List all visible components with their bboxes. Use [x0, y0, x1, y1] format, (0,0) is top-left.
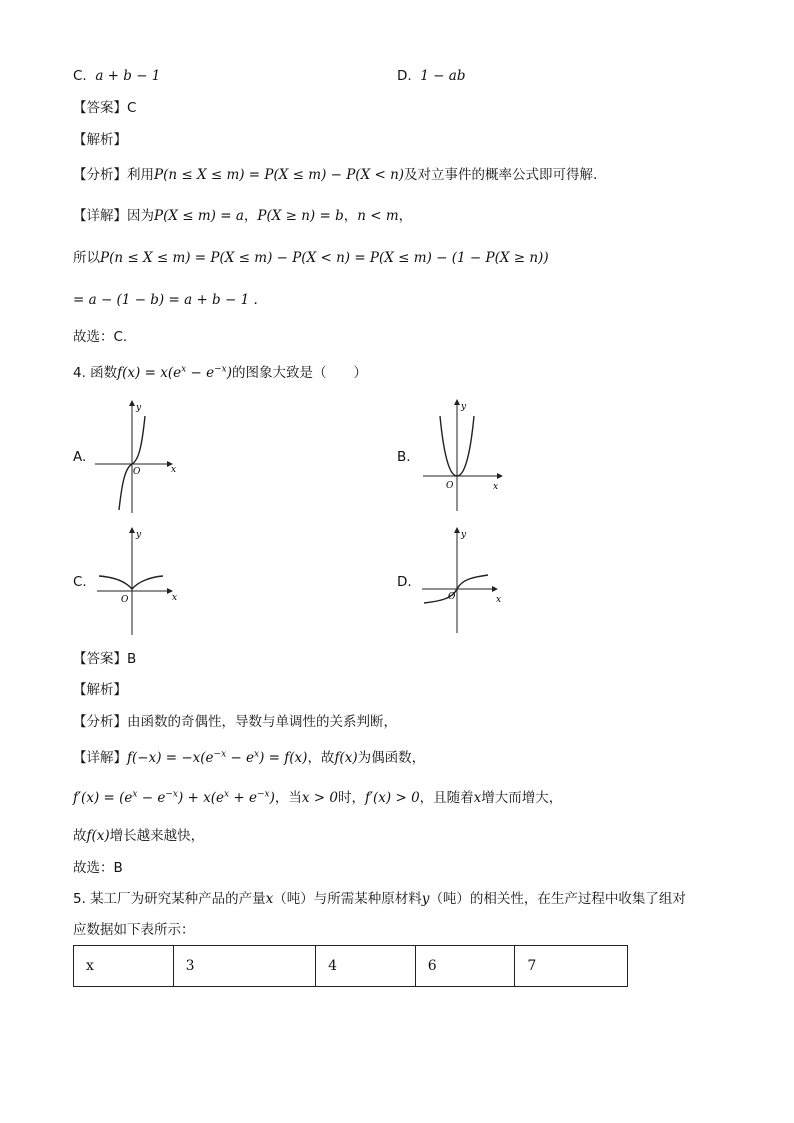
exp-neg-x: −x	[214, 364, 227, 375]
conclusion-text: 增长越来越快，	[109, 828, 205, 844]
graph-label-b: B.	[397, 449, 411, 465]
axis-label-y: y	[136, 530, 142, 540]
q4-fenxi-line	[73, 712, 397, 732]
xiangjie-tag: 【详解】	[73, 750, 127, 766]
q4-stem	[73, 363, 367, 383]
option-d	[397, 66, 465, 86]
analysis-tag-text: 【解析】	[73, 682, 127, 698]
fenxi-text: 由函数的奇偶性，导数与单调性的关系判断，	[127, 714, 397, 730]
exp-x: x	[223, 789, 230, 800]
xiangjie-tag: 【详解】	[73, 208, 127, 224]
analysis-tag-text: 【解析】	[73, 132, 127, 148]
stem-formula: f(x) = x(e	[117, 365, 182, 381]
table-cell: 3	[173, 946, 315, 987]
condition: f′(x) > 0	[364, 790, 420, 806]
choose-text: 故选：B	[73, 860, 123, 876]
derivation-line-2	[73, 290, 258, 310]
fenxi-tag: 【分析】	[73, 167, 127, 183]
graph-c	[95, 525, 190, 637]
option-c	[73, 66, 160, 86]
fenxi-tag: 【分析】	[73, 714, 127, 730]
y-symbol: y	[421, 891, 430, 907]
graph-label-a: A.	[73, 449, 87, 465]
xiangjie-text: ，故	[307, 750, 335, 766]
q4-derivative-line	[73, 788, 562, 808]
option-expr: a + b − 1	[95, 68, 161, 84]
fenxi-text: 利用	[127, 167, 154, 183]
derivation-text: 所以	[73, 250, 100, 266]
answer-value: C	[127, 100, 137, 116]
derivative-text: 时，	[337, 790, 365, 806]
graph-label-c: C.	[73, 574, 87, 590]
stem-text: （吨）的相关性，在生产过程中收集了组对	[429, 891, 686, 907]
graph-b	[420, 398, 510, 513]
close-paren: )	[226, 365, 232, 381]
q4-conclusion-line	[73, 826, 204, 846]
graph-a	[95, 398, 190, 513]
q4-choose-line	[73, 858, 123, 878]
axis-label-x: x	[496, 595, 502, 605]
stem-text: 5. 某工厂为研究某种产品的产量	[73, 891, 266, 907]
table-row	[74, 946, 628, 987]
axis-label-x: x	[171, 465, 177, 475]
xiangjie-formula: f(−x) = −x(e	[127, 750, 214, 766]
q5-stem-line-1	[73, 889, 686, 909]
graph-d	[420, 525, 510, 637]
origin-label: O	[121, 595, 129, 605]
axis-label-y: y	[461, 530, 467, 540]
table-cell: 6	[415, 946, 515, 987]
plus-x-e: ) + x(e	[177, 790, 224, 806]
fenxi-line	[73, 165, 597, 185]
condition: x > 0	[301, 790, 338, 806]
stem-text: 应数据如下表所示：	[73, 922, 195, 938]
exp-neg-x: −x	[213, 749, 227, 760]
table-header-cell: x	[74, 946, 174, 987]
fx-symbol: f(x)	[86, 828, 110, 844]
condition: P(X ≥ n) = b	[257, 208, 344, 224]
derivative-text: ，且随着	[419, 790, 474, 806]
x-symbol: x	[473, 790, 482, 806]
option-label: C.	[73, 68, 87, 84]
exp-x: x	[254, 749, 260, 760]
exp-neg-x: −x	[256, 789, 270, 800]
close-paren: )	[269, 790, 275, 806]
table-cell: 4	[316, 946, 416, 987]
derivation-line-1	[73, 248, 549, 268]
plus-e: + e	[229, 790, 257, 806]
equals-fx: ) = f(x)	[259, 750, 308, 766]
derivative-text: 增大而增大，	[481, 790, 563, 806]
fx-symbol: f(x)	[334, 750, 358, 766]
origin-label: O	[448, 592, 456, 602]
stem-text: 的图象大致是（ ）	[231, 365, 367, 381]
derivation-formula: P(n ≤ X ≤ m) = P(X ≤ m) − P(X < n) = P(X ≤ m) − (1 − P(X ≥ n))	[100, 250, 549, 266]
minus-e: − e	[226, 750, 255, 766]
analysis-tag	[73, 130, 127, 150]
derivative-formula: f′(x) = (e	[73, 790, 133, 806]
derivation-formula: = a − (1 − b) = a + b − 1 .	[73, 292, 258, 308]
answer-tag: 【答案】	[73, 100, 127, 116]
axis-label-x: x	[172, 593, 178, 603]
origin-label: O	[446, 481, 454, 491]
axis-label-x: x	[493, 482, 499, 492]
exp-x: x	[181, 364, 187, 375]
axis-label-y: y	[136, 403, 142, 413]
separator: ，	[398, 208, 413, 224]
answer-line	[73, 98, 136, 118]
fenxi-formula: P(n ≤ X ≤ m) = P(X ≤ m) − P(X < n)	[154, 167, 405, 183]
graph-label-d: D.	[397, 574, 412, 590]
derivative-text: ，当	[274, 790, 302, 806]
exp-neg-x: −x	[165, 789, 178, 800]
q5-stem-line-2	[73, 920, 195, 940]
option-label: D.	[397, 68, 412, 84]
q4-answer-line	[73, 649, 136, 669]
stem-text: 4. 函数	[73, 365, 118, 381]
xiangjie-text: 因为	[127, 208, 154, 224]
stem-text: （吨）与所需某种原材料	[273, 891, 422, 907]
answer-tag: 【答案】	[73, 651, 127, 667]
x-symbol: x	[265, 891, 274, 907]
option-expr: 1 − ab	[420, 68, 466, 84]
separator: ，	[343, 208, 358, 224]
answer-value: B	[127, 651, 137, 667]
table-cell: 7	[515, 946, 628, 987]
exp-x: x	[132, 789, 138, 800]
q4-analysis-tag	[73, 680, 127, 700]
axis-label-y: y	[461, 402, 467, 412]
choose-line	[73, 327, 127, 347]
minus-e: − e	[137, 790, 166, 806]
condition: n < m	[357, 208, 399, 224]
xiangjie-line	[73, 206, 412, 226]
data-table	[73, 945, 628, 987]
q4-xiangjie-line	[73, 748, 425, 768]
conclusion-text: 故	[73, 828, 87, 844]
minus-e: − e	[186, 365, 215, 381]
curve	[99, 576, 163, 589]
condition: P(X ≤ m) = a	[154, 208, 244, 224]
origin-label: O	[133, 467, 141, 477]
choose-text: 故选：C.	[73, 329, 128, 345]
xiangjie-text: 为偶函数，	[357, 750, 426, 766]
separator: ，	[243, 208, 258, 224]
fenxi-text: 及对立事件的概率公式即可得解.	[404, 167, 598, 183]
